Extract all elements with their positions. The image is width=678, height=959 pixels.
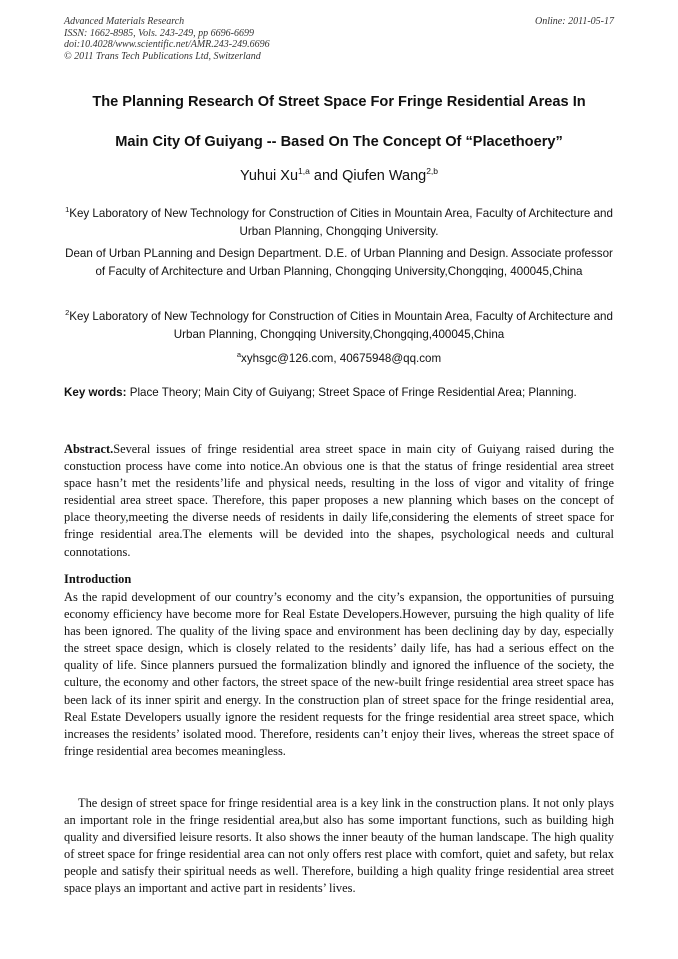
online-date: Online: 2011-05-17 bbox=[535, 16, 614, 27]
affiliation-1-sup: 1 bbox=[65, 205, 70, 214]
author-1-name: Yuhui Xu bbox=[239, 167, 299, 184]
abstract-label: Abstract. bbox=[64, 442, 114, 456]
keywords-label: Key words: bbox=[64, 386, 127, 399]
journal-name: Advanced Materials Research bbox=[64, 16, 185, 27]
title-line-1: The Planning Research Of Street Space For Fringe Residential Areas In bbox=[92, 94, 586, 110]
abstract bbox=[64, 441, 614, 561]
email-sup: a bbox=[236, 350, 242, 359]
author-1-sup: 1,a bbox=[298, 166, 310, 176]
affiliation-1 bbox=[64, 201, 614, 241]
affiliation-2 bbox=[64, 304, 614, 344]
introduction-heading: Introduction bbox=[64, 572, 132, 586]
author-emails bbox=[64, 346, 614, 368]
journal-issn: ISSN: 1662-8985, Vols. 243-249, pp 6696-6699 bbox=[64, 27, 254, 39]
title-line-2: Main City Of Guiyang -- Based On The Concept Of “Placethoery” bbox=[115, 134, 563, 150]
affiliation-2-sup: 2 bbox=[65, 308, 70, 317]
paper-title bbox=[40, 82, 638, 162]
affiliation-dean-text: Dean of Urban PLanning and Design Department. D.E. of Urban Planning and Design. Associate professor of Faculty of Architecture and Urban Planning, Chongqing University,Chongqing, 400045,China bbox=[65, 247, 613, 278]
affiliation-2-text: Key Laboratory of New Technology for Construction of Cities in Mountain Area, Faculty of Architecture and Urban Planning, Chongqing University,Chongqing,400045,China bbox=[69, 309, 613, 341]
email-text: xyhsgc@126.com, 40675948@qq.com bbox=[241, 351, 442, 365]
affiliation-1-text: Key Laboratory of New Technology for Construction of Cities in Mountain Area, Faculty of Architecture and Urban Planning, Chongqing University. bbox=[69, 206, 613, 238]
author-2-name: Qiufen Wang bbox=[342, 167, 427, 184]
keywords-text: Place Theory; Main City of Guiyang; Street Space of Fringe Residential Area; Planning. bbox=[126, 386, 577, 399]
journal-copyright: © 2011 Trans Tech Publications Ltd, Switzerland bbox=[64, 50, 261, 62]
author-list bbox=[40, 166, 638, 184]
author-2-sup: 2,b bbox=[426, 166, 439, 176]
journal-doi: doi:10.4028/www.scientific.net/AMR.243-249.6696 bbox=[64, 39, 270, 50]
author-and: and bbox=[309, 167, 343, 184]
affiliation-dean bbox=[60, 245, 618, 281]
introduction-paragraph-2: The design of street space for fringe residential area is a key link in the construction plans. It not only plays an important role in the fringe residential area,but also has some important functions, such as building high quality and diversified leisure resorts. It also shows the inner beauty of the human landscape. The high quality of street space for fringe residential area can not only offers rest place with comfort, quiet and safety, but relax people and satisfy their spiritual needs as well. Therefore, building a high quality fringe residential area street space plays an important and active part in residents’ lives. bbox=[64, 796, 614, 896]
introduction-paragraph-1: As the rapid development of our country’s economy and the city’s expansion, the opportunities of pursuing economy efficiency have become more for Real Estate Developers.However, pursuing the high quality of life has been ignored. The quality of the living space and environment has been declining day by day, especially the street space design, which is closely related to the residents’ daily life, has had a serious effect on the quality of life. Since planners pursued the formalization blindly and ignored the influence of the society, the culture, the economy and other factors, the street space of the new-built fringe residential area street space has been lack of its inner spirit and energy. In the construction plan of street space for the fringe residential area, Real Estate Developers usually ignore the resident requests for the fringe residential area street space, which increases the residents’ isolated mood. Therefore, residents can’t enjoy their lives, whereas the street space of fringe residential area becomes meaningless. bbox=[64, 590, 614, 758]
abstract-text: Several issues of fringe residential area street space in main city of Guiyang raised during the constuction process have come into notice.An obvious one is that the status of fringe residential area street space hasn’t met the residents’life and physical needs, resulting in the loss of vigor and vitality of fringe residential area street space. Therefore, this paper proposes a new planning which bases on the concept of place theory,meeting the diverse needs of residents in daily life,considering the elements of street space for fringe residential area.The elements will be devided into the shapes, psychological needs and cultural connotations. bbox=[64, 442, 614, 559]
keywords bbox=[64, 384, 614, 402]
journal-header bbox=[64, 16, 614, 62]
